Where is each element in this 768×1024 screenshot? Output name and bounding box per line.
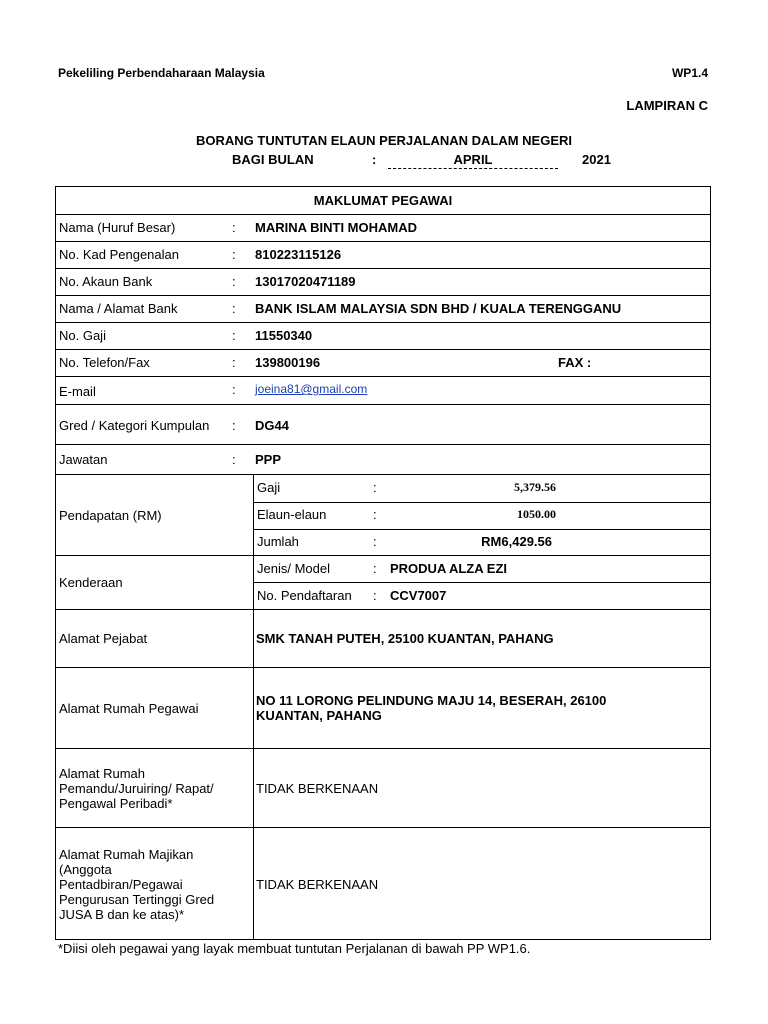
month-value: APRIL <box>453 152 493 167</box>
daftar-label: No. Pendaftaran <box>257 588 352 603</box>
row-kenderaan <box>56 556 710 610</box>
gred-value: DG44 <box>255 418 289 433</box>
row-kad <box>56 242 710 269</box>
pemandu-label-1: Alamat Rumah <box>59 766 145 781</box>
akaun-colon: : <box>232 274 236 289</box>
form-title: BORANG TUNTUTAN ELAUN PERJALANAN DALAM NEGERI <box>195 133 573 148</box>
majikan-label-3: Pentadbiran/Pegawai <box>59 877 183 892</box>
alamat-pejabat-value: SMK TANAH PUTEH, 25100 KUANTAN, PAHANG <box>256 631 554 646</box>
section-header-row <box>56 187 710 215</box>
month-underline <box>388 168 558 169</box>
month-label: BAGI BULAN <box>232 152 314 167</box>
pemandu-value: TIDAK BERKENAAN <box>256 781 379 796</box>
row-bank <box>56 296 710 323</box>
year-value: 2021 <box>582 152 611 167</box>
row-nama <box>56 215 710 242</box>
elaun-colon: : <box>373 507 377 522</box>
email-link[interactable]: joeina81@gmail.com <box>255 382 368 396</box>
row-alamat-pejabat <box>56 610 710 668</box>
gaji-no-colon: : <box>232 328 236 343</box>
bank-value: BANK ISLAM MALAYSIA SDN BHD / KUALA TERENGGANU <box>255 301 622 316</box>
majikan-label-5: JUSA B dan ke atas)* <box>59 907 185 922</box>
gaji-no-value: 11550340 <box>255 328 313 343</box>
row-akaun <box>56 269 710 296</box>
row-alamat-majikan <box>56 828 710 940</box>
daftar-colon: : <box>373 588 377 603</box>
jawatan-value: PPP <box>255 452 282 467</box>
telefon-colon: : <box>232 355 236 370</box>
jawatan-colon: : <box>232 452 236 467</box>
elaun-value: 1050.00 <box>517 507 556 521</box>
bank-colon: : <box>232 301 236 316</box>
alamat-rumah-line1: NO 11 LORONG PELINDUNG MAJU 14, BESERAH, 26100 <box>256 693 607 708</box>
elaun-label: Elaun-elaun <box>257 507 327 522</box>
gaji-colon: : <box>373 480 377 495</box>
footnote: *Diisi oleh pegawai yang layak membuat tuntutan Perjalanan di bawah PP WP1.6. <box>58 941 531 956</box>
kenderaan-label: Kenderaan <box>59 575 123 590</box>
alamat-rumah-line2: KUANTAN, PAHANG <box>256 708 382 723</box>
gred-label: Gred / Kategori Kumpulan <box>59 418 210 433</box>
jawatan-label: Jawatan <box>59 452 108 467</box>
kad-value: 810223115126 <box>255 247 342 262</box>
jenis-value: PRODUA ALZA EZI <box>390 561 507 576</box>
pendapatan-label: Pendapatan (RM) <box>59 508 162 523</box>
row-alamat-rumah <box>56 668 710 749</box>
circular-title: Pekeliling Perbendaharaan Malaysia <box>58 66 265 80</box>
appendix-label: LAMPIRAN C <box>626 98 708 113</box>
gaji-no-label: No. Gaji <box>59 328 106 343</box>
kad-colon: : <box>232 247 236 262</box>
bank-label: Nama / Alamat Bank <box>59 301 178 316</box>
majikan-label-1: Alamat Rumah Majikan <box>59 847 194 862</box>
alamat-pejabat-label: Alamat Pejabat <box>59 631 148 646</box>
jumlah-colon: : <box>373 534 377 549</box>
row-pendapatan <box>56 475 710 556</box>
pemandu-label-3: Pengawal Peribadi* <box>59 796 173 811</box>
month-colon: : <box>372 152 377 167</box>
nama-colon: : <box>232 220 236 235</box>
officer-info-table <box>55 186 711 940</box>
telefon-label: No. Telefon/Fax <box>59 355 150 370</box>
email-colon: : <box>232 382 236 397</box>
gaji-label: Gaji <box>257 480 281 495</box>
kad-label: No. Kad Pengenalan <box>59 247 179 262</box>
nama-label: Nama (Huruf Besar) <box>59 220 176 235</box>
fax-label: FAX : <box>558 355 592 370</box>
gaji-value: 5,379.56 <box>514 480 556 494</box>
row-telefon <box>56 350 710 377</box>
akaun-value: 13017020471189 <box>255 274 356 289</box>
row-jawatan <box>56 445 710 475</box>
nama-value: MARINA BINTI MOHAMAD <box>255 220 417 235</box>
majikan-label-2: (Anggota <box>59 862 112 877</box>
row-gred <box>56 405 710 445</box>
jenis-colon: : <box>373 561 377 576</box>
daftar-value: CCV7007 <box>390 588 447 603</box>
row-gaji-no <box>56 323 710 350</box>
email-label: E-mail <box>59 384 96 399</box>
jumlah-label: Jumlah <box>257 534 299 549</box>
pemandu-label-2: Pemandu/Juruiring/ Rapat/ <box>59 781 214 796</box>
majikan-value: TIDAK BERKENAAN <box>256 877 379 892</box>
akaun-label: No. Akaun Bank <box>59 274 153 289</box>
row-email <box>56 377 710 405</box>
gred-colon: : <box>232 418 236 433</box>
section-title: MAKLUMAT PEGAWAI <box>313 193 453 208</box>
jumlah-value: RM6,429.56 <box>481 534 552 549</box>
telefon-value: 139800196 <box>255 355 321 370</box>
row-alamat-pemandu <box>56 749 710 828</box>
alamat-rumah-label: Alamat Rumah Pegawai <box>59 701 199 716</box>
jenis-label: Jenis/ Model <box>257 561 330 576</box>
majikan-label-4: Pengurusan Tertinggi Gred <box>59 892 215 907</box>
form-code: WP1.4 <box>671 66 708 80</box>
